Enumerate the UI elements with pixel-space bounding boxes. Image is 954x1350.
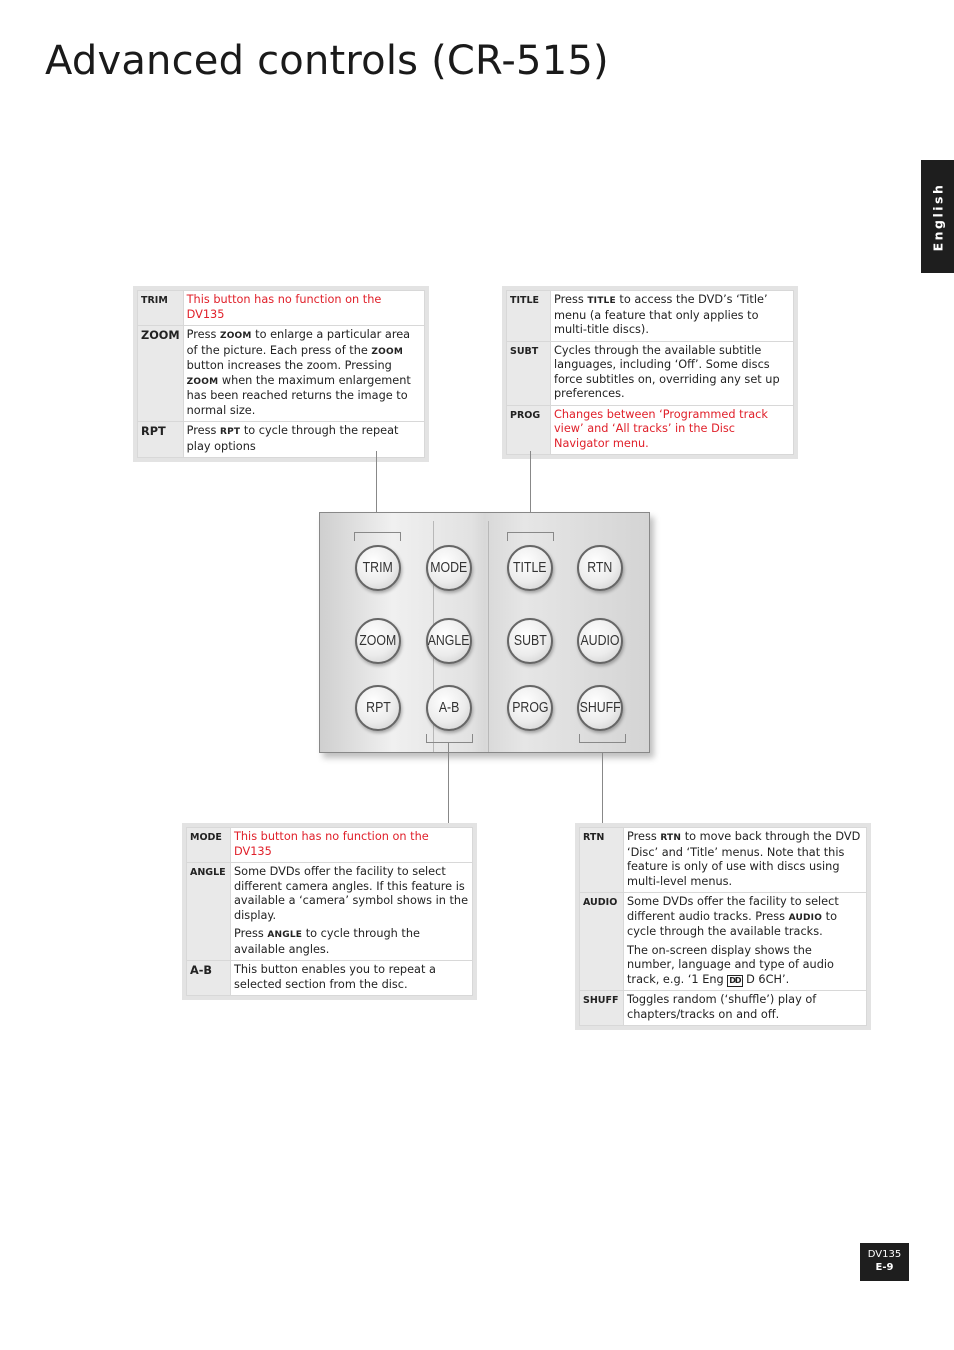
key-label: SUBT — [507, 341, 551, 405]
shuff-button[interactable]: SHUFF — [577, 685, 623, 731]
description: Press RPT to cycle through the repeat play options — [183, 422, 424, 458]
table-row — [580, 828, 867, 893]
table-row — [580, 893, 867, 991]
table-row — [138, 291, 425, 326]
prog-button[interactable]: PROG — [507, 685, 553, 731]
table-row — [187, 863, 473, 961]
key-label: TITLE — [507, 291, 551, 342]
table-row — [580, 991, 867, 1026]
info-box-mode-angle-ab — [182, 823, 477, 1000]
key-label: RTN — [580, 828, 624, 893]
bracket-bottom-right — [579, 734, 626, 743]
info-table — [506, 290, 794, 455]
panel-divider — [488, 521, 489, 752]
zoom-button[interactable]: ZOOM — [355, 618, 401, 664]
subt-button[interactable]: SUBT — [507, 618, 553, 664]
key-label: A-B — [187, 961, 231, 996]
bracket-bottom-left — [426, 734, 473, 743]
description: Some DVDs offer the facility to select different audio tracks. Press AUDIO to cycle through the available tracks. The on-screen display shows the number, language and type of audio track, e.g. ‘1 Eng DD D 6CH’. — [624, 893, 867, 991]
info-table — [579, 827, 867, 1026]
table-row — [507, 291, 794, 342]
trim-button[interactable]: TRIM — [355, 545, 401, 591]
description: Press RTN to move back through the DVD ‘Disc’ and ‘Title’ menus. Note that this feature is only of use with discs using multi-level menus. — [624, 828, 867, 893]
rtn-button[interactable]: RTN — [577, 545, 623, 591]
key-label: SHUFF — [580, 991, 624, 1026]
table-row — [507, 405, 794, 455]
key-label: RPT — [138, 422, 184, 458]
description: Press TITLE to access the DVD’s ‘Title’ menu (a feature that only applies to multi-title discs). — [551, 291, 794, 342]
key-label: TRIM — [138, 291, 184, 326]
key-label: MODE — [187, 828, 231, 863]
table-row — [187, 828, 473, 863]
info-box-title-subt-prog — [502, 286, 798, 459]
info-table — [137, 290, 425, 458]
description: Toggles random (‘shuffle’) play of chapters/tracks on and off. — [624, 991, 867, 1026]
angle-button[interactable]: ANGLE — [426, 618, 472, 664]
description: This button has no function on the DV135 — [231, 828, 473, 863]
info-table — [186, 827, 473, 996]
description: This button has no function on the DV135 — [183, 291, 424, 326]
remote-control-panel — [319, 512, 650, 753]
page-number-badge — [860, 1243, 909, 1281]
table-row — [138, 422, 425, 458]
title-button[interactable]: TITLE — [507, 545, 553, 591]
a-b-button[interactable]: A-B — [426, 685, 472, 731]
rpt-button[interactable]: RPT — [355, 685, 401, 731]
page-title: Advanced controls (CR-515) — [45, 38, 609, 84]
key-label: PROG — [507, 405, 551, 455]
connector-line — [602, 753, 603, 823]
key-label: AUDIO — [580, 893, 624, 991]
language-tab-label: English — [930, 182, 945, 251]
description: Cycles through the available subtitle languages, including ‘Off’. Some discs force subtitles on, overriding any set up preferences. — [551, 341, 794, 405]
key-label: ZOOM — [138, 326, 184, 422]
model-label: DV135 — [867, 1249, 902, 1260]
page-number: E-9 — [875, 1262, 894, 1273]
table-row — [138, 326, 425, 422]
language-tab — [921, 160, 954, 273]
connector-line — [448, 743, 449, 823]
bracket-top-left — [354, 532, 401, 541]
bracket-top-right — [507, 532, 554, 541]
key-label: ANGLE — [187, 863, 231, 961]
table-row — [187, 961, 473, 996]
info-box-rtn-audio-shuff — [575, 823, 871, 1030]
dolby-digital-icon: DD — [729, 975, 741, 985]
mode-button[interactable]: MODE — [426, 545, 472, 591]
description: This button enables you to repeat a selected section from the disc. — [231, 961, 473, 996]
description: Some DVDs offer the facility to select different camera angles. If this feature is available a ‘camera’ symbol shows in the display. Press ANGLE to cycle through the available angles. — [231, 863, 473, 961]
info-box-trim-zoom-rpt — [133, 286, 429, 462]
description: Press ZOOM to enlarge a particular area of the picture. Each press of the ZOOM button increases the zoom. Pressing ZOOM when the maximum enlargement has been reached returns the image to normal size. — [183, 326, 424, 422]
audio-button[interactable]: AUDIO — [577, 618, 623, 664]
description: Changes between ‘Programmed track view’ and ‘All tracks’ in the Disc Navigator menu. — [551, 405, 794, 455]
table-row — [507, 341, 794, 405]
